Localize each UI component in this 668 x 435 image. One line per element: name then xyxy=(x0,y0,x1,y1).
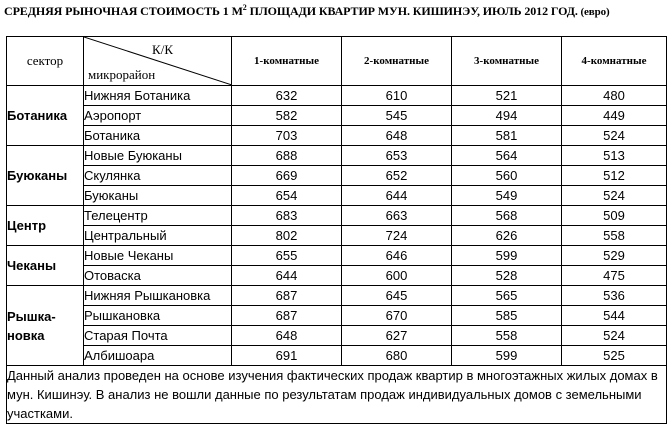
price-cell: 653 xyxy=(342,146,452,166)
sector-name: Центр xyxy=(7,206,84,246)
note-text: Данный анализ проведен на основе изучения фактических продаж квартир в многоэтажных жилых домах в мун. Кишинэу. В анализ не вошли данные по результатам продаж индивидуальных домов с земельными участками. xyxy=(7,366,667,424)
price-cell: 683 xyxy=(232,206,342,226)
price-cell: 544 xyxy=(562,306,667,326)
header-kk: К/К xyxy=(152,42,173,57)
price-cell: 670 xyxy=(342,306,452,326)
price-cell: 558 xyxy=(452,326,562,346)
price-cell: 691 xyxy=(232,346,342,366)
price-cell: 524 xyxy=(562,326,667,346)
price-cell: 536 xyxy=(562,286,667,306)
price-cell: 626 xyxy=(452,226,562,246)
district-name: Телецентр xyxy=(84,206,232,226)
page-title: СРЕДНЯЯ РЫНОЧНАЯ СТОИМОСТЬ 1 $М^2$ ПЛОЩАДИ КВАРТИР МУН. КИШИНЭУ, ИЮЛЬ 2012 ГОД. (евро) xyxy=(4,3,610,18)
price-cell: 475 xyxy=(562,266,667,286)
price-cell: 581 xyxy=(452,126,562,146)
price-cell: 632 xyxy=(232,86,342,106)
table-row xyxy=(7,246,667,266)
price-cell: 610 xyxy=(342,86,452,106)
price-cell: 724 xyxy=(342,226,452,246)
price-cell: 648 xyxy=(232,326,342,346)
price-cell: 703 xyxy=(232,126,342,146)
table-row xyxy=(7,226,667,246)
header-diagonal-cell xyxy=(84,37,232,86)
price-cell: 599 xyxy=(452,346,562,366)
price-cell: 585 xyxy=(452,306,562,326)
price-cell: 627 xyxy=(342,326,452,346)
price-cell: 524 xyxy=(562,126,667,146)
district-name: Ботаника xyxy=(84,126,232,146)
header-col-4: 4-комнатные xyxy=(562,37,667,86)
table-row xyxy=(7,106,667,126)
price-cell: 513 xyxy=(562,146,667,166)
price-cell: 599 xyxy=(452,246,562,266)
price-cell: 688 xyxy=(232,146,342,166)
price-cell: 600 xyxy=(342,266,452,286)
price-cell: 480 xyxy=(562,86,667,106)
table-row xyxy=(7,206,667,226)
price-table xyxy=(6,36,667,424)
price-cell: 644 xyxy=(232,266,342,286)
district-name: Нижняя Рышкановка xyxy=(84,286,232,306)
price-cell: 663 xyxy=(342,206,452,226)
district-name: Аэропорт xyxy=(84,106,232,126)
price-cell: 560 xyxy=(452,166,562,186)
price-cell: 648 xyxy=(342,126,452,146)
district-name: Рышкановка xyxy=(84,306,232,326)
header-col-2: 2-комнатные xyxy=(342,37,452,86)
price-cell: 654 xyxy=(232,186,342,206)
table-row xyxy=(7,346,667,366)
price-cell: 494 xyxy=(452,106,562,126)
district-name: Албишоара xyxy=(84,346,232,366)
table-row xyxy=(7,166,667,186)
district-name: Центральный xyxy=(84,226,232,246)
table-row xyxy=(7,86,667,106)
price-cell: 549 xyxy=(452,186,562,206)
price-cell: 528 xyxy=(452,266,562,286)
price-cell: 525 xyxy=(562,346,667,366)
price-cell: 521 xyxy=(452,86,562,106)
price-cell: 652 xyxy=(342,166,452,186)
district-name: Буюканы xyxy=(84,186,232,206)
price-cell: 509 xyxy=(562,206,667,226)
price-cell: 802 xyxy=(232,226,342,246)
district-name: Нижняя Ботаника xyxy=(84,86,232,106)
price-cell: 568 xyxy=(452,206,562,226)
table-row xyxy=(7,306,667,326)
district-name: Старая Почта xyxy=(84,326,232,346)
price-cell: 645 xyxy=(342,286,452,306)
district-name: Скулянка xyxy=(84,166,232,186)
table-row xyxy=(7,126,667,146)
table-row xyxy=(7,146,667,166)
price-cell: 558 xyxy=(562,226,667,246)
price-cell: 582 xyxy=(232,106,342,126)
district-name: Отоваска xyxy=(84,266,232,286)
table-row xyxy=(7,186,667,206)
header-microdistrict: микрорайон xyxy=(88,67,156,82)
price-cell: 565 xyxy=(452,286,562,306)
note-row xyxy=(7,366,667,424)
price-cell: 524 xyxy=(562,186,667,206)
price-cell: 687 xyxy=(232,306,342,326)
table-row xyxy=(7,326,667,346)
price-cell: 687 xyxy=(232,286,342,306)
sector-name: Буюканы xyxy=(7,146,84,206)
header-row xyxy=(7,37,667,86)
price-cell: 644 xyxy=(342,186,452,206)
header-col-1: 1-комнатные xyxy=(232,37,342,86)
table-row xyxy=(7,286,667,306)
price-cell: 529 xyxy=(562,246,667,266)
header-sector: сектор xyxy=(7,37,84,86)
price-cell: 680 xyxy=(342,346,452,366)
price-cell: 512 xyxy=(562,166,667,186)
price-cell: 564 xyxy=(452,146,562,166)
header-col-3: 3-комнатные xyxy=(452,37,562,86)
price-cell: 449 xyxy=(562,106,667,126)
sector-name: Чеканы xyxy=(7,246,84,286)
district-name: Новые Чеканы xyxy=(84,246,232,266)
price-cell: 646 xyxy=(342,246,452,266)
table-row xyxy=(7,266,667,286)
price-cell: 669 xyxy=(232,166,342,186)
sector-name: Ботаника xyxy=(7,86,84,146)
price-cell: 545 xyxy=(342,106,452,126)
district-name: Новые Буюканы xyxy=(84,146,232,166)
price-cell: 655 xyxy=(232,246,342,266)
sector-name: Рышка- новка xyxy=(7,286,84,366)
